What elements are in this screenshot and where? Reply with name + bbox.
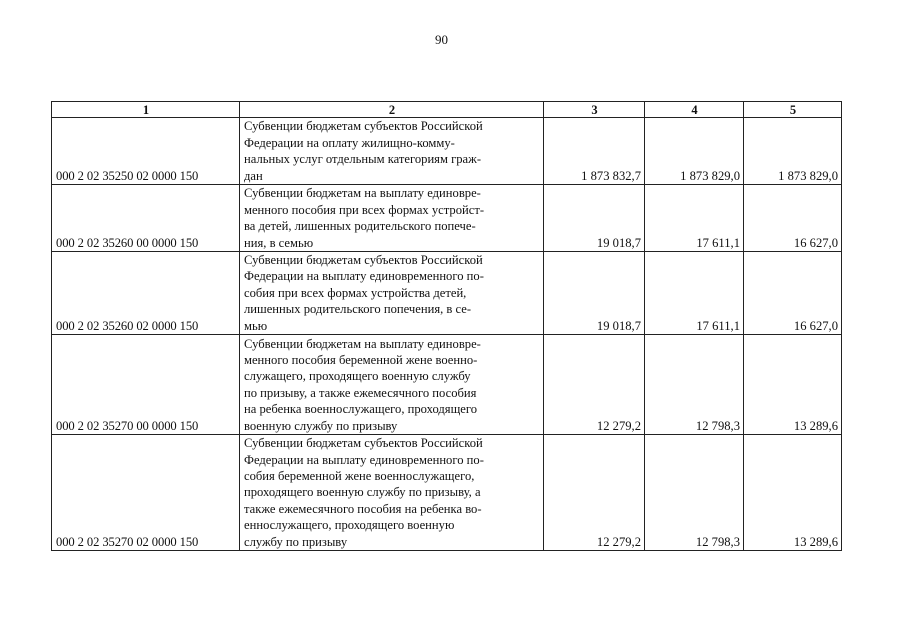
amount-col5-cell: 16 627,0 <box>744 185 842 252</box>
table-header-row <box>52 102 842 118</box>
budget-code-cell: 000 2 02 35250 02 0000 150 <box>52 118 240 185</box>
amount-col4-cell: 17 611,1 <box>645 252 744 335</box>
amount-col3-cell: 12 279,2 <box>544 435 645 551</box>
amount-col3-cell: 19 018,7 <box>544 252 645 335</box>
table-row <box>52 435 842 551</box>
column-header-4: 4 <box>645 102 744 118</box>
description-cell: Субвенции бюджетам субъектов Российской Федерации на оплату жилищно-комму- нальных услуг отдельным категориям граж- дан <box>240 118 544 185</box>
table-row <box>52 118 842 185</box>
table-row <box>52 185 842 252</box>
budget-code-cell: 000 2 02 35260 00 0000 150 <box>52 185 240 252</box>
column-header-1: 1 <box>52 102 240 118</box>
amount-col5-cell: 16 627,0 <box>744 252 842 335</box>
table-row <box>52 252 842 335</box>
amount-col4-cell: 12 798,3 <box>645 435 744 551</box>
budget-code-cell: 000 2 02 35270 00 0000 150 <box>52 335 240 435</box>
amount-col3-cell: 19 018,7 <box>544 185 645 252</box>
description-cell: Субвенции бюджетам на выплату единовре- менного пособия беременной жене военно- служащего, проходящего военную службу по призыву, а также ежемесячного пособия на ребенка военнослужащего, проходящего военную службу по призыву <box>240 335 544 435</box>
description-cell: Субвенции бюджетам субъектов Российской Федерации на выплату единовременного по- собия при всех формах устройства детей, лишенных родительского попечения, в се- мью <box>240 252 544 335</box>
budget-table <box>51 101 842 551</box>
amount-col3-cell: 12 279,2 <box>544 335 645 435</box>
amount-col4-cell: 12 798,3 <box>645 335 744 435</box>
amount-col4-cell: 17 611,1 <box>645 185 744 252</box>
amount-col5-cell: 13 289,6 <box>744 335 842 435</box>
amount-col3-cell: 1 873 832,7 <box>544 118 645 185</box>
amount-col5-cell: 13 289,6 <box>744 435 842 551</box>
description-cell: Субвенции бюджетам на выплату единовре- менного пособия при всех формах устройст- ва детей, лишенных родительского попече- ния, в семью <box>240 185 544 252</box>
page-number: 90 <box>435 32 448 47</box>
budget-code-cell: 000 2 02 35260 02 0000 150 <box>52 252 240 335</box>
column-header-3: 3 <box>544 102 645 118</box>
description-cell: Субвенции бюджетам субъектов Российской Федерации на выплату единовременного по- собия беременной жене военнослужащего, проходящего военную службу по призыву, а также ежемесячного пособия на ребенка во- еннослужащего, проходящего военную службу по призыву <box>240 435 544 551</box>
amount-col5-cell: 1 873 829,0 <box>744 118 842 185</box>
column-header-2: 2 <box>240 102 544 118</box>
budget-code-cell: 000 2 02 35270 02 0000 150 <box>52 435 240 551</box>
table-row <box>52 335 842 435</box>
column-header-5: 5 <box>744 102 842 118</box>
amount-col4-cell: 1 873 829,0 <box>645 118 744 185</box>
